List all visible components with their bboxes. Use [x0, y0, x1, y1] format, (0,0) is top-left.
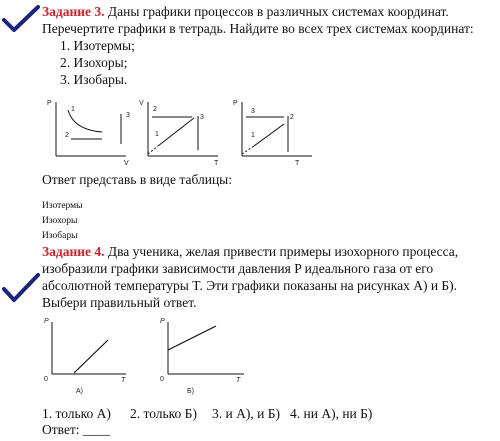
task4-line3: абсолютной температуры T. Эти графики показаны на рисунках А) и Б). [42, 278, 458, 293]
graph-b-origin: 0 [160, 376, 164, 383]
graph-pt [226, 96, 326, 168]
graph-a-yaxis: P [44, 318, 49, 325]
task4-title: Задание 4. [42, 244, 105, 259]
task4-line2: изобразили графики зависимости давления P идеального газа от его [42, 261, 434, 276]
graph-a-origin: 0 [44, 376, 48, 383]
option-4: 4. ни А), ни Б) [290, 406, 373, 421]
graph-pv-xaxis: V [124, 160, 129, 167]
graph-pt-label-1: 1 [251, 132, 255, 139]
graph-vt-yaxis: V [139, 100, 144, 107]
table-row: Изобары [42, 231, 78, 241]
graph-pt-yaxis: P [233, 100, 238, 107]
answer-table [42, 200, 83, 245]
checkmark-icon [2, 273, 40, 303]
graph-pv-label-1: 1 [71, 106, 75, 113]
graph-vt-label-3: 3 [200, 114, 204, 121]
graph-pv-yaxis: P [47, 100, 52, 107]
graph-vt-xaxis: T [214, 160, 219, 167]
task3-line1: Даны графики процессов в различных системах координат. [107, 4, 449, 19]
graph-b-yaxis: P [160, 318, 165, 325]
task3-line2: Перечертите графики в тетрадь. Найдите во всех трех системах координат: [42, 21, 474, 36]
task3-answer-prompt: Ответ представь в виде таблицы: [42, 172, 233, 187]
graph-pv-label-3: 3 [126, 112, 130, 119]
graph-pt-label-2: 2 [290, 114, 294, 121]
graph-b [158, 316, 258, 388]
task3-item-1: 1. Изотермы; [60, 38, 135, 53]
graph-pt-xaxis: T [295, 160, 300, 167]
graph-pt-label-3: 3 [251, 108, 255, 115]
graph-pv-label-2: 2 [65, 132, 69, 139]
task4-line1: Два ученика, желая привести примеры изохорного процесса, [107, 244, 459, 259]
option-1: 1. только А) [42, 406, 111, 421]
task4-line4: Выбери правильный ответ. [42, 295, 197, 310]
graph-vt-label-1: 1 [155, 131, 159, 138]
task3-item-2: 2. Изохоры; [60, 55, 128, 70]
graph-a-caption: А) [76, 388, 83, 395]
checkmark-icon [2, 5, 40, 33]
answer-label: Ответ: ____ [42, 422, 110, 437]
table-row: Изохоры [42, 216, 78, 226]
graph-vt [132, 96, 232, 168]
task3-item-3: 3. Изобары. [60, 72, 128, 87]
graph-vt-label-2: 2 [153, 106, 157, 113]
task4-heading [42, 243, 458, 260]
graph-b-caption: Б) [187, 388, 194, 395]
graph-a-xaxis: T [121, 377, 126, 384]
task3-heading [42, 3, 449, 20]
option-2: 2. только Б) [130, 406, 197, 421]
graph-pv [40, 96, 140, 168]
option-3: 3. и А), и Б) [212, 406, 280, 421]
graph-b-xaxis: T [236, 377, 241, 384]
table-row: Изотермы [42, 201, 83, 211]
task3-title: Задание 3. [42, 4, 105, 19]
